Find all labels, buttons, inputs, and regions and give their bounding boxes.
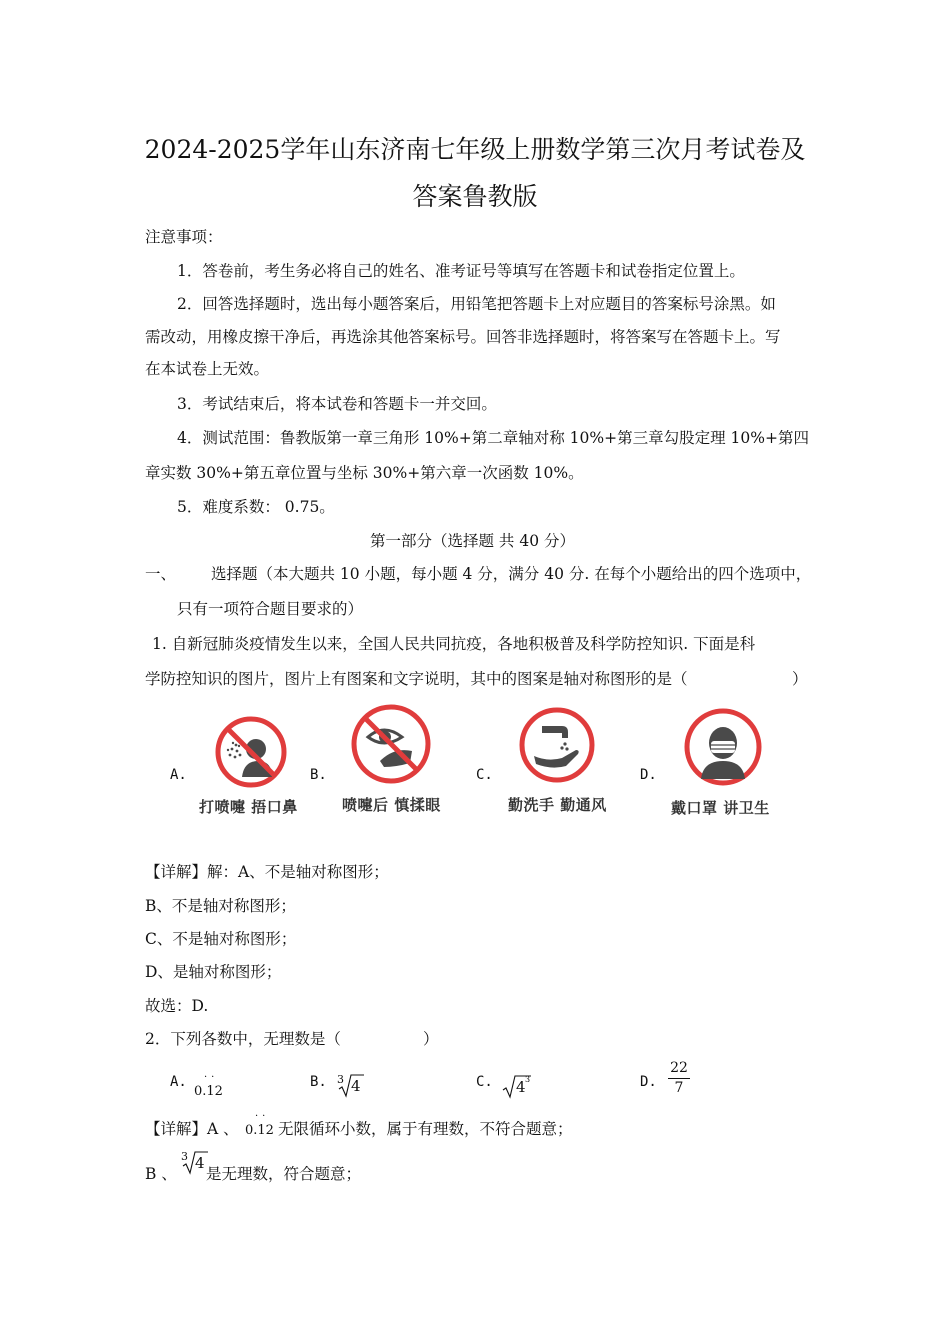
q2-explain-line-1-prefix: 【详解】A 、 [145,1120,239,1138]
q1-option-a-caption: 打喷嚏 捂口鼻 [199,798,298,816]
q1-stem-line-2: 学防控知识的图片，图片上有图案和文字说明，其中的图案是轴对称图形的是（ [145,670,688,688]
part1-heading: 第一部分（选择题 共 40 分） [370,532,576,550]
q2-explain-line-2-suffix: 是无理数，符合题意； [206,1165,362,1183]
q2-option-d-label: D. [640,1074,657,1090]
q1-option-b-label: B. [310,767,327,783]
notice-item-2-line-3: 在本试卷上无效。 [145,360,270,378]
q1-option-d-caption: 戴口罩 讲卫生 [671,799,770,817]
mask-icon [683,707,763,787]
q2-option-a-value: 0.12 ·· [194,1072,223,1099]
q1-option-d-label: D. [640,767,657,783]
q2-explain-line-1-suffix: 无限循环小数，属于有理数，不符合题意； [278,1120,573,1138]
q2-option-a-label: A. [170,1074,187,1090]
eye-rub-icon [350,703,432,785]
q1-explain-line-3: C、不是轴对称图形； [145,930,297,948]
q2-stem-close-paren: ） [423,1030,439,1048]
notice-item-2-line-1: 2．回答选择题时，选出每小题答案后，用铅笔把答题卡上对应题目的答案标号涂黑。如 [177,295,776,313]
notice-item-5: 5．难度系数： 0.75。 [177,498,335,516]
q1-explain-line-1: 【详解】解：A、不是轴对称图形； [145,863,389,881]
q1-explain-line-5: 故选：D. [145,997,209,1015]
q1-option-c-caption: 勤洗手 勤通风 [508,796,607,814]
section-number: 一、 [145,565,177,583]
document-title-line1: 2024-2025学年山东济南七年级上册数学第三次月考试卷及 [144,135,806,164]
q1-option-a-label: A. [170,767,187,783]
notice-heading: 注意事项： [145,228,223,246]
q2-option-b-label: B. [310,1074,327,1090]
q1-explain-line-4: D、是轴对称图形； [145,963,282,981]
section-heading-line-1: 选择题（本大题共 10 小题，每小题 4 分，满分 40 分. 在每个小题给出的四个选项中， [211,565,812,583]
q2-option-d-fraction: 22 7 [668,1060,690,1097]
hand-wash-icon [518,706,596,784]
q1-explain-line-2: B、不是轴对称图形； [145,897,296,915]
q2-stem: 2．下列各数中，无理数是（ [145,1030,341,1048]
notice-item-3: 3．考试结束后，将本试卷和答题卡一并交回。 [177,395,497,413]
q1-stem-close-paren: ） [792,670,808,688]
q2-explain-line-2-prefix: B 、 [145,1165,177,1183]
q1-stem-line-1: 1. 自新冠肺炎疫情发生以来，全国人民共同抗疫，各地积极普及科学防控知识. 下面是科 [152,635,756,653]
q2-explain-line-1-value: 0.12 ·· [245,1111,274,1138]
notice-item-2-line-2: 需改动，用橡皮擦干净后，再选涂其他答案标号。回答非选择题时，将答案写在答题卡上。写 [145,328,781,346]
document-title-line2: 答案鲁教版 [412,182,538,211]
notice-item-1: 1．答卷前，考生务必将自己的姓名、准考证号等填写在答题卡和试卷指定位置上。 [177,262,745,280]
section-heading-line-2: 只有一项符合题目要求的） [177,600,364,618]
notice-item-4-line-1: 4．测试范围：鲁教版第一章三角形 10%+第二章轴对称 10%+第三章勾股定理 10%+第四 [177,429,809,447]
q1-option-c-label: C. [476,767,493,783]
sneeze-icon [214,715,288,789]
notice-item-4-line-2: 章实数 30%+第五章位置与坐标 30%+第六章一次函数 10%。 [145,464,584,482]
q1-option-b-caption: 喷嚏后 慎揉眼 [342,796,441,814]
q2-option-c-label: C. [476,1074,493,1090]
